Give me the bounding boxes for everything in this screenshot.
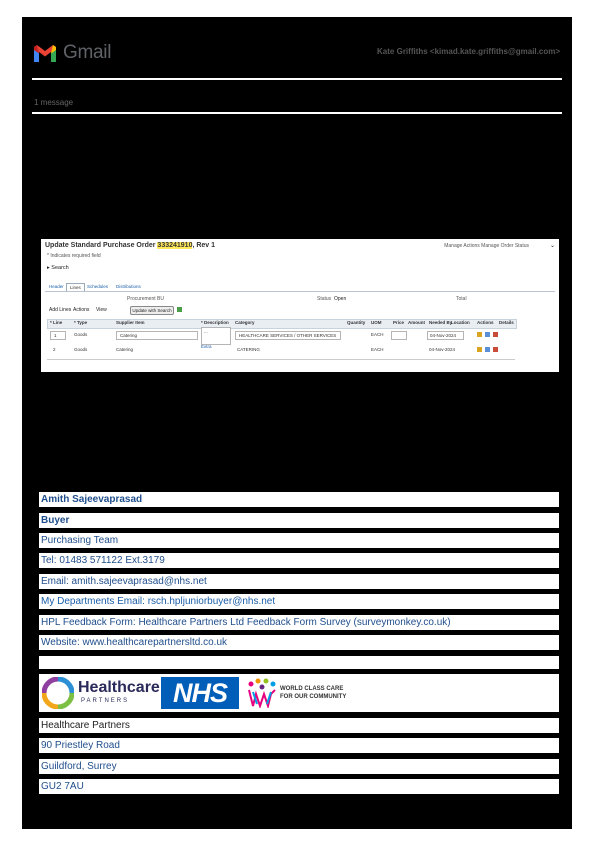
col-description: * Description (201, 320, 229, 325)
table-row-description-field[interactable]: ... (201, 327, 231, 345)
col-category: Category (235, 320, 255, 325)
crown-people-icon (247, 678, 277, 708)
tab-header[interactable]: Header (49, 284, 64, 289)
col-line: * Line (50, 320, 63, 325)
healthcare-partners-sub: PARTNERS (81, 698, 130, 704)
delete-icon[interactable] (493, 332, 498, 337)
signature-spacer (39, 656, 559, 669)
table-row-line-field[interactable]: 1 (50, 331, 66, 340)
col-supplier-item: Supplier Item (116, 320, 145, 325)
po-top-actions: Manage Actions Manage Order Status (444, 243, 529, 249)
total-label: Total (456, 296, 467, 302)
thread-divider (32, 112, 562, 114)
table-row-price-field[interactable] (391, 331, 407, 340)
signature-name: Amith Sajeevaprasad (39, 492, 559, 507)
gmail-m-icon (32, 43, 58, 63)
view-menu[interactable]: View (96, 307, 107, 313)
nhs-logo: NHS (161, 677, 239, 709)
tab-schedules[interactable]: Schedules (87, 284, 109, 289)
department-email (39, 594, 559, 609)
gmail-logo (32, 41, 118, 65)
header-divider (32, 78, 562, 80)
po-title: Update Standard Purchase Order 333241910, Rev 1 (45, 242, 216, 249)
col-amount: Amount (408, 320, 425, 325)
table-row-needed-by: 04-Nov-2024 (429, 347, 456, 352)
department-email-link[interactable]: rsch.hpljuniorbuyer@nhs.net (147, 596, 276, 607)
purchase-order-screenshot (41, 239, 559, 372)
table-row-uom: EACH (371, 347, 384, 352)
signature-logos (39, 674, 559, 712)
tab-distributions[interactable]: Distributions (116, 284, 141, 289)
actions-menu[interactable]: Actions (73, 307, 90, 313)
add-lines-label[interactable]: Add Lines (49, 307, 72, 313)
procurement-bu-label: Procurement BU (127, 296, 164, 302)
world-class-care-line1: WORLD CLASS CARE (280, 686, 344, 692)
col-uom: UOM (371, 320, 382, 325)
search-toggle[interactable]: ▸ Search (47, 265, 69, 271)
website-link[interactable]: Website: www.healthcarepartnersltd.co.uk (39, 635, 559, 650)
col-price: Price (393, 320, 405, 325)
healthcare-partners-name: Healthcare (78, 679, 160, 696)
table-row-category: CATERING (237, 347, 260, 352)
address-company: Healthcare Partners (39, 718, 559, 733)
signature-phone: Tel: 01483 571122 Ext.3179 (39, 553, 559, 568)
message-count: 1 message (34, 98, 74, 107)
chevron-down-icon: ⌄ (549, 243, 555, 249)
tab-divider (45, 291, 555, 292)
address-postcode: GU2 7AU (39, 779, 559, 794)
delete-icon[interactable] (493, 347, 498, 352)
table-row-needed-by-field[interactable]: 04-Nov-2024 (427, 331, 464, 340)
required-note: * Indicates required field (47, 253, 101, 259)
duplicate-icon[interactable] (485, 332, 490, 337)
tab-lines[interactable]: Lines (66, 283, 85, 291)
edit-icon[interactable] (477, 332, 482, 337)
table-row-description: Extra (201, 344, 212, 349)
email-print-page (22, 17, 572, 829)
refresh-icon[interactable] (177, 307, 182, 312)
address-street: 90 Priestley Road (39, 738, 559, 753)
table-row-type: Goods (74, 347, 88, 352)
status-label: Status (317, 296, 332, 302)
signature-team: Purchasing Team (39, 533, 559, 548)
table-row-type: Goods (74, 332, 88, 337)
col-location: Location (451, 320, 470, 325)
col-quantity: Quantity (347, 320, 366, 325)
department-email-label: My Departments Email: (41, 596, 148, 607)
col-actions: Actions (477, 320, 494, 325)
table-row-uom: EACH (371, 332, 384, 337)
table-row-line: 2 (53, 347, 56, 352)
gmail-wordmark: Gmail (63, 42, 112, 63)
col-needed-by: Needed By (429, 320, 453, 325)
po-number: 333241910 (157, 242, 193, 249)
edit-icon[interactable] (477, 347, 482, 352)
world-class-care-line2: FOR OUR COMMUNITY (280, 694, 347, 700)
account-user: Kate Griffiths <kimad.kate.griffiths@gmail.com> (377, 47, 560, 56)
duplicate-icon[interactable] (485, 347, 490, 352)
feedback-link[interactable]: HPL Feedback Form: Healthcare Partners Ltd Feedback Form Survey (surveymonkey.co.uk) (39, 615, 559, 630)
table-row-category-select[interactable]: HEALTHCARE SERVICES / OTHER SERVICES (235, 331, 341, 340)
col-details: Details (499, 320, 514, 325)
status-value: Open (334, 296, 347, 302)
signature-email[interactable]: Email: amith.sajeevaprasad@nhs.net (39, 574, 559, 589)
signature-role: Buyer (39, 513, 559, 528)
table-row-item: Catering (116, 347, 134, 352)
healthcare-partners-logo-icon (42, 677, 74, 709)
address-city: Guildford, Surrey (39, 759, 559, 774)
update-with-search-button[interactable]: Update with Search (130, 306, 174, 315)
table-row-item-field[interactable]: Catering (116, 331, 198, 340)
table-bottom-rule (47, 359, 515, 360)
col-type: * Type (74, 320, 88, 325)
